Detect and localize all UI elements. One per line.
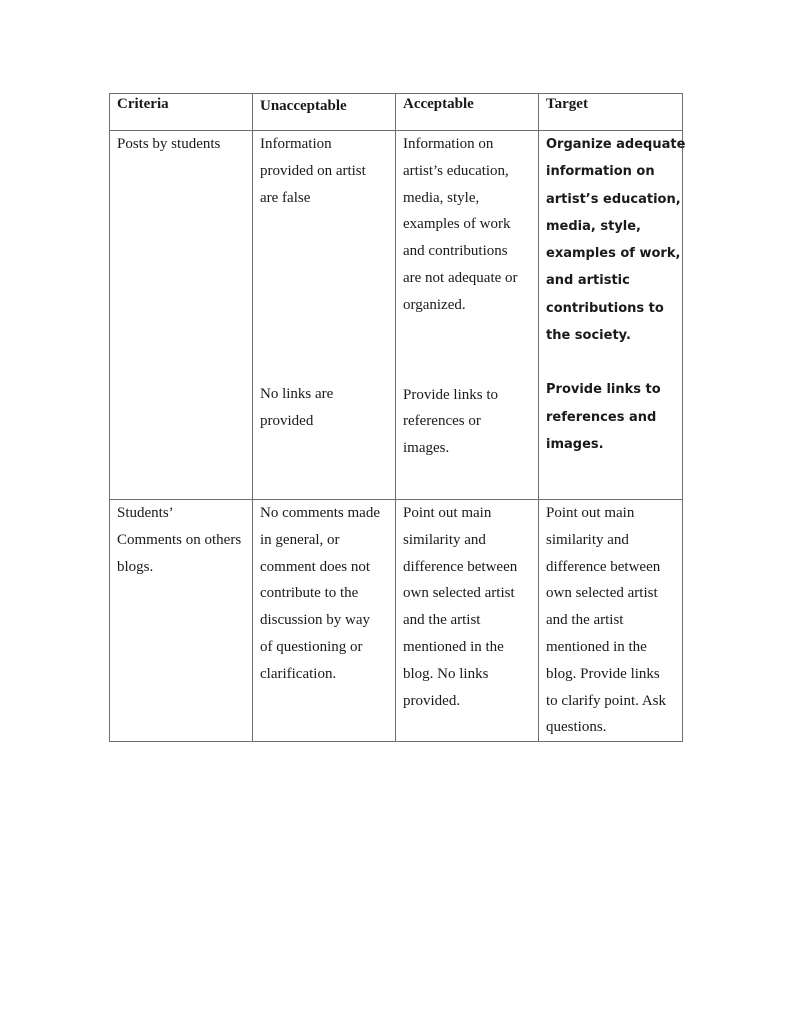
row1-target-line: examples of work,	[546, 246, 681, 262]
row1-acc-line: are not adequate or	[403, 269, 518, 286]
row2-acc-line: difference between	[403, 558, 518, 575]
row2-criteria-line: Students’	[117, 505, 174, 521]
row1-acceptable	[396, 131, 539, 500]
row1-acc-line: and contributions	[403, 243, 508, 260]
row1-target-line: information on	[546, 164, 655, 180]
table-header-row	[110, 94, 683, 131]
row2-unacc-line: clarification.	[260, 665, 337, 682]
header-unacceptable	[253, 94, 396, 131]
row2-acc-line: mentioned in the	[403, 638, 504, 655]
row1-unacc-line: provided	[260, 413, 314, 430]
row2-target-line: questions.	[546, 719, 607, 736]
row2-target	[539, 500, 683, 742]
row1-unacc-line: No links are	[260, 386, 334, 403]
row2-acc-line: provided.	[403, 692, 461, 709]
row2-criteria-line: blogs.	[117, 558, 154, 575]
header-criteria	[110, 94, 253, 131]
row1-target-line: Provide links to	[546, 382, 661, 398]
spacer	[403, 319, 532, 382]
row2-criteria	[110, 500, 253, 742]
header-acceptable-label: Acceptable	[403, 96, 474, 112]
row2-target-line: Point out main	[546, 505, 635, 521]
row1-target-line: Organize adequate	[546, 137, 686, 152]
row2-target-line: difference between	[546, 558, 661, 575]
header-target	[539, 94, 683, 131]
row1-target-line: media, style,	[546, 218, 641, 234]
row1-target-line: artist’s education,	[546, 191, 681, 207]
row1-acc-line: examples of work	[403, 216, 511, 233]
row1-acc-line: organized.	[403, 296, 466, 313]
spacer	[260, 211, 389, 381]
row1-target	[539, 131, 686, 500]
row1-criteria-text: Posts by students	[117, 136, 221, 152]
row2-unacc-line: in general, or	[260, 531, 340, 548]
header-criteria-label: Criteria	[117, 96, 169, 112]
table-row	[110, 131, 683, 500]
row2-acceptable	[396, 500, 539, 742]
row2-acc-line: own selected artist	[403, 585, 515, 602]
row1-acc-line: images.	[403, 440, 450, 457]
row2-acc-line: blog. No links	[403, 665, 489, 682]
header-target-label: Target	[546, 96, 588, 112]
row1-target-line: contributions to	[546, 300, 664, 316]
row1-target-line: and artistic	[546, 273, 630, 289]
row1-unacc-line: are false	[260, 189, 311, 206]
header-acceptable	[396, 94, 539, 131]
row1-acc-line: media, style,	[403, 189, 480, 206]
row2-acc-line: Point out main	[403, 505, 492, 521]
row2-unacc-line: discussion by way	[260, 612, 370, 629]
row1-target-line: images.	[546, 436, 604, 452]
row2-target-line: similarity and	[546, 531, 629, 548]
row1-acc-line: Information on	[403, 136, 494, 152]
row2-unacceptable	[253, 500, 396, 742]
row1-acc-line: artist’s education,	[403, 162, 509, 179]
row1-acc-line: Provide links to	[403, 386, 499, 403]
row1-criteria	[110, 131, 253, 500]
row1-target-line: references and	[546, 409, 657, 425]
row2-unacc-line: No comments made	[260, 505, 380, 521]
row1-unacc-line: Information	[260, 136, 332, 152]
row1-target-line: the society.	[546, 328, 631, 344]
row2-unacc-line: comment does not	[260, 558, 370, 575]
header-unacceptable-label: Unacceptable	[260, 98, 347, 114]
row2-target-line: mentioned in the	[546, 638, 647, 655]
row1-unacceptable	[253, 131, 396, 500]
row2-target-line: blog. Provide links	[546, 665, 660, 682]
row2-unacc-line: contribute to the	[260, 585, 359, 602]
table-row	[110, 500, 683, 742]
row1-unacc-line: provided on artist	[260, 162, 366, 179]
row2-acc-line: similarity and	[403, 531, 486, 548]
row1-acc-line: references or	[403, 413, 481, 430]
row2-acc-line: and the artist	[403, 612, 481, 629]
row2-unacc-line: of questioning or	[260, 638, 363, 655]
row2-target-line: and the artist	[546, 612, 624, 629]
row2-criteria-line: Comments on others	[117, 531, 242, 548]
row2-target-line: own selected artist	[546, 585, 658, 602]
row2-target-line: to clarify point. Ask	[546, 692, 666, 709]
rubric-table	[109, 93, 686, 742]
spacer	[546, 349, 676, 376]
